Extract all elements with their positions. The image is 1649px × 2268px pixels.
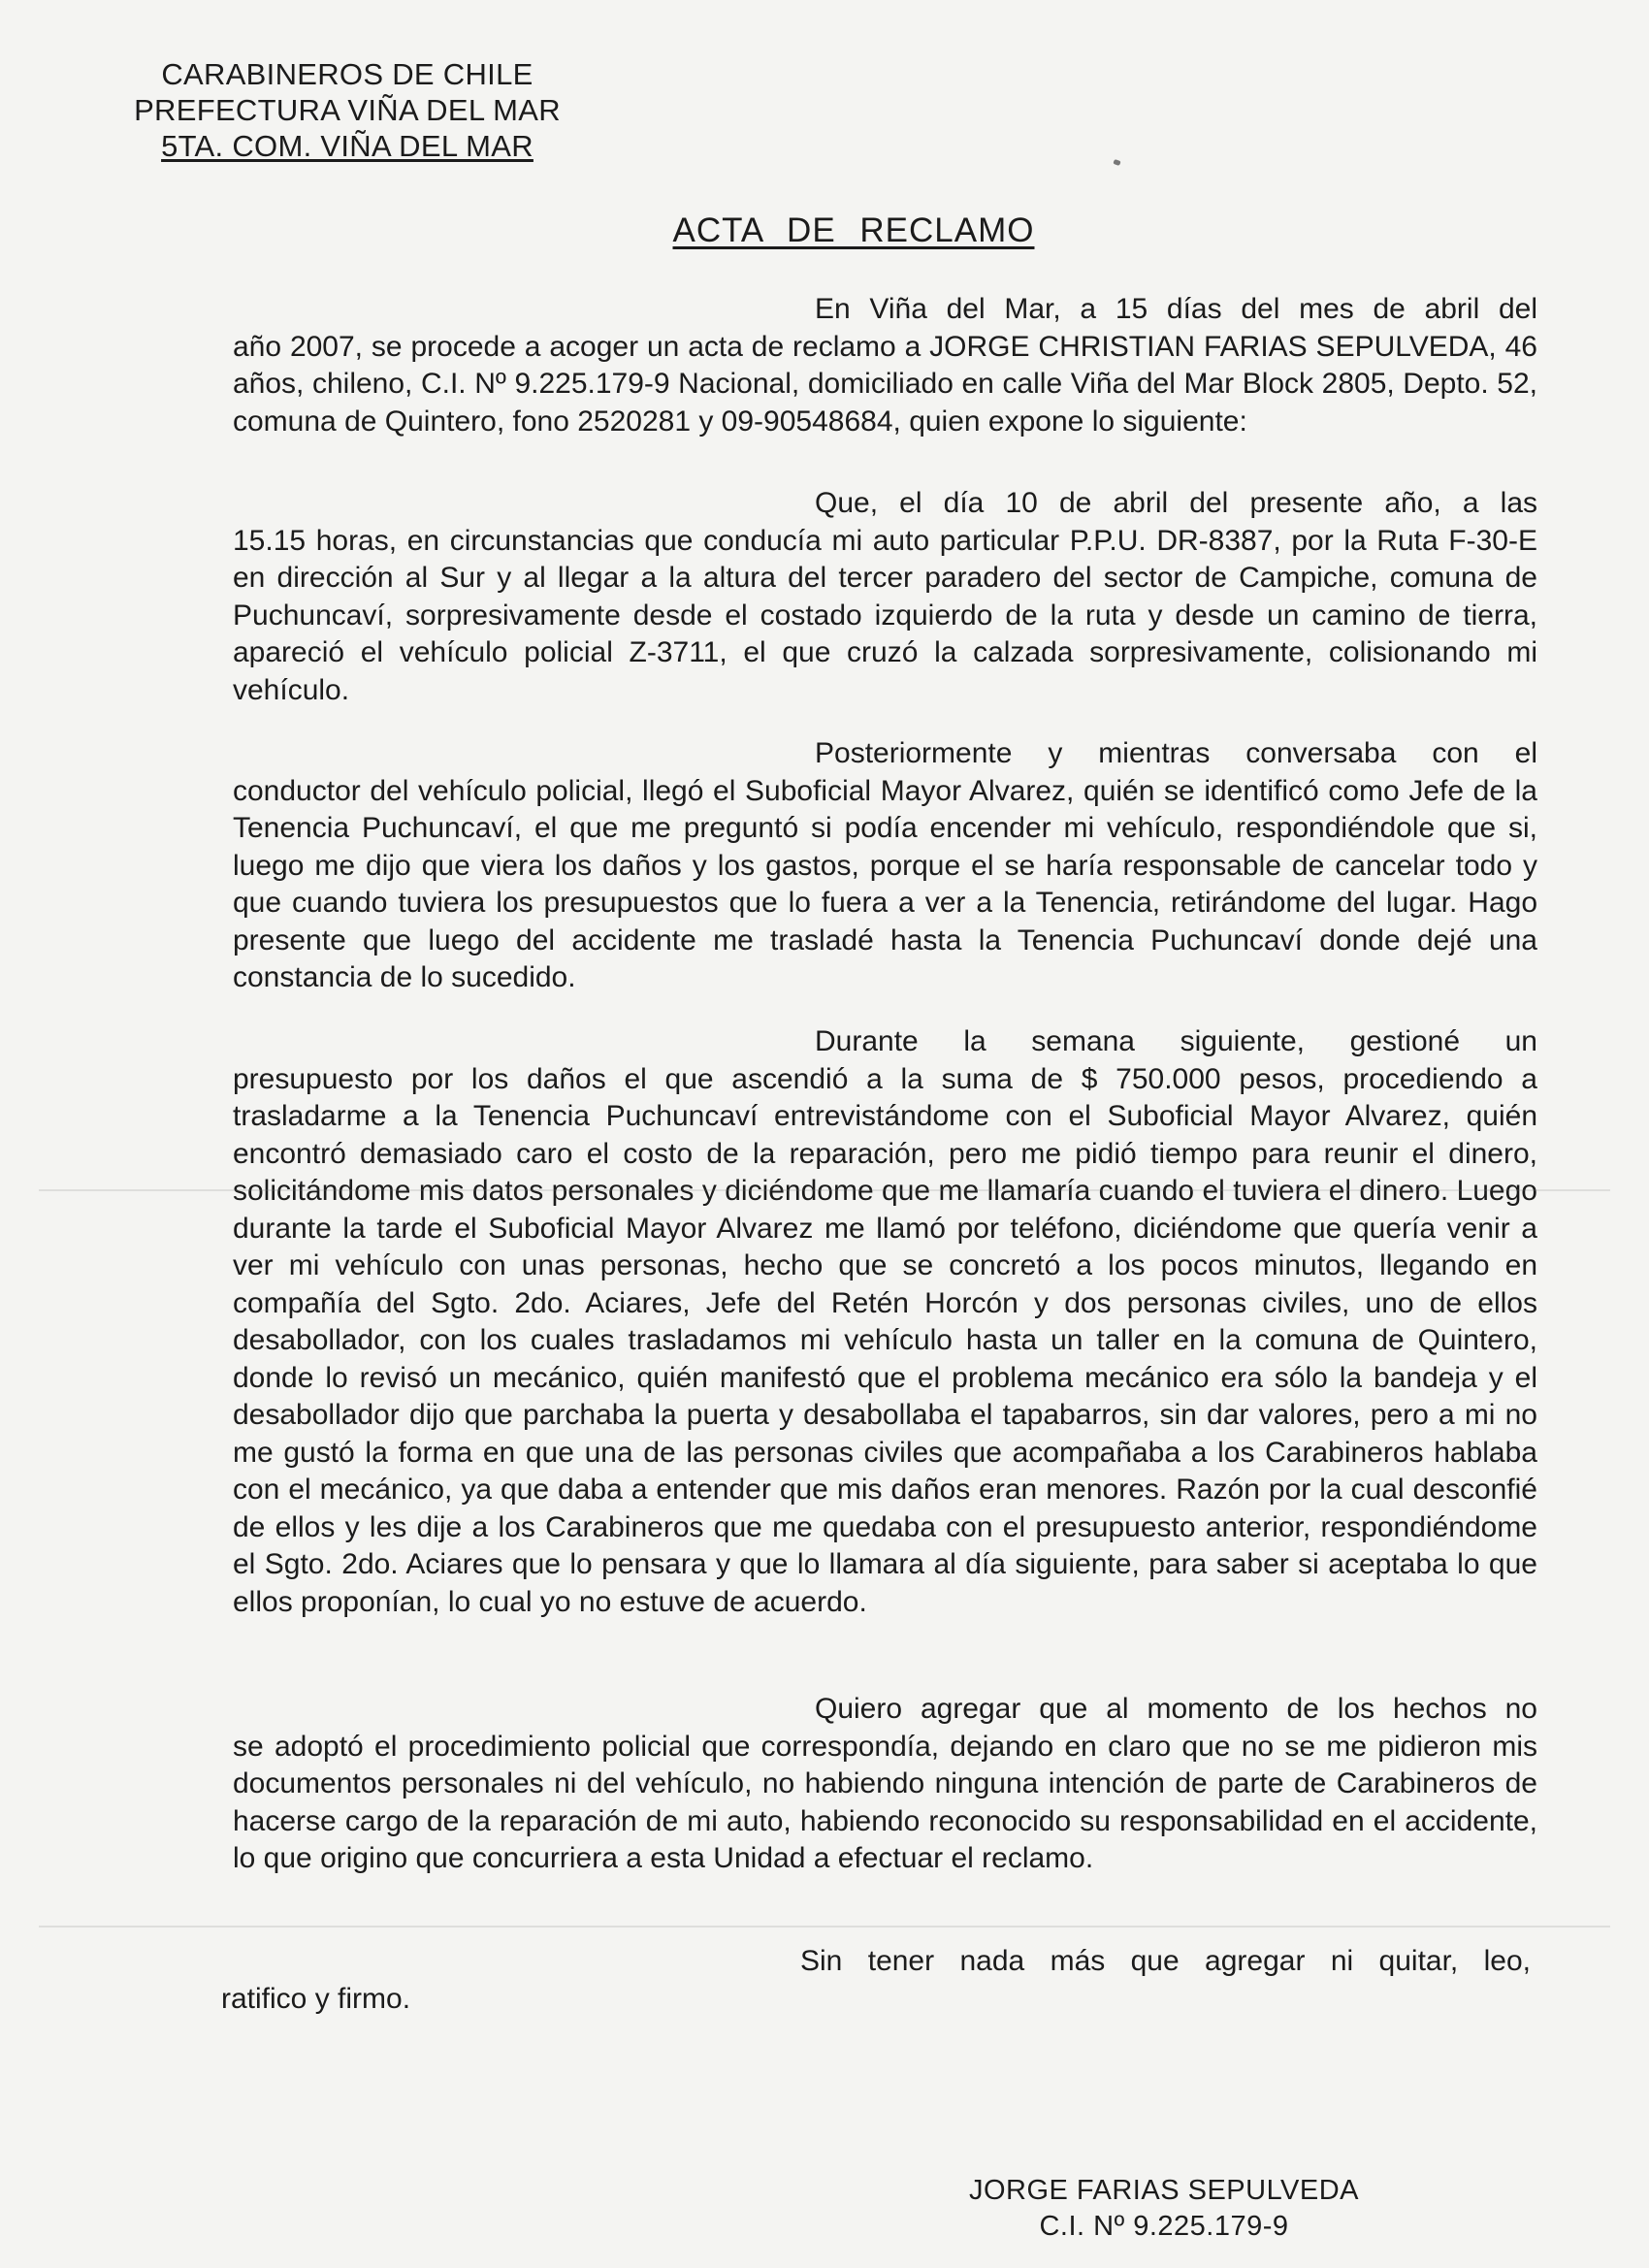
- paragraph-first-line: Que, el día 10 de abril del presente año, a las: [815, 487, 1537, 519]
- signer-name: JORGE FARIAS SEPULVEDA: [968, 2175, 1360, 2206]
- signer-id: C.I. Nº 9.225.179-9: [1039, 2211, 1289, 2242]
- paragraph-incident: [233, 485, 1537, 709]
- paragraph-first-line: En Viña del Mar, a 15 días del mes de abril del: [815, 293, 1537, 325]
- paragraph-first-line: Durante la semana siguiente, gestioné un: [815, 1025, 1537, 1057]
- institution-header: [114, 56, 580, 164]
- header-line-2: PREFECTURA VIÑA DEL MAR: [134, 93, 561, 127]
- paragraph-aftermath: [233, 735, 1537, 997]
- document-title: ACTA DE RECLAMO: [672, 211, 1035, 249]
- header-line-1: CARABINEROS DE CHILE: [161, 57, 534, 91]
- paragraph-body: presupuesto por los daños el que ascendió a la suma de $ 750.000 pesos, procediendo a trasladarme a la Tenencia Puchuncaví entrevistándome con el Suboficial Mayor Alvarez, quién encontró demasiado caro el costo de la reparación, pero me pidió tiempo para reunir el dinero, solicitándome mis datos personales y diciéndome que me llamaría cuando el tuviera el dinero. Luego durante la tarde el Suboficial Mayor Alvarez me llamó por teléfono, diciéndome que quería venir a ver mi vehículo con unas personas, hecho que se concretó a los pocos minutos, llegando en compañía del Sgto. 2do. Aciares, Jefe del Retén Horcón y dos personas civiles, uno de ellos desabollador, con los cuales trasladamos mi vehículo hasta un taller en la comuna de Quintero, donde lo revisó un mecánico, quién manifestó que el problema mecánico era sólo la bandeja y el desabollador dijo que parchaba la puerta y desabollaba el tapabarros, sin dar valores, pero a mi no me gustó la forma en que una de las personas civiles que acompañaba a los Carabineros hablaba con el mecánico, ya que daba a entender que mis daños eran menores. Razón por la cual desconfié de ellos y les dije a los Carabineros que me quedaba con el presupuesto anterior, respondiéndome el Sgto. 2do. Aciares que lo pensara y que lo llamara al día siguiente, para saber si aceptaba lo que ellos proponían, lo cual yo no estuve de acuerdo.: [233, 1062, 1537, 1618]
- paragraph-body: 15.15 horas, en circunstancias que conducía mi auto particular P.P.U. DR-8387, por la Ruta F-30-E en dirección al Sur y al llegar a la altura del tercer paradero del sector de Campiche, comuna de Puchuncaví, sorpresivamente desde el costado izquierdo de la ruta y desde un camino de tierra, apareció el vehículo policial Z-3711, el que cruzó la calzada sorpresivamente, colisionando mi vehículo.: [233, 524, 1537, 706]
- paragraph-closing: [221, 1943, 1531, 2018]
- signature-block: [892, 2173, 1436, 2245]
- paragraph-first-line: Quiero agregar que al momento de los hechos no: [815, 1693, 1537, 1725]
- paper-fold-line: [39, 1926, 1610, 1928]
- paragraph-following-week: [233, 1023, 1537, 1621]
- paragraph-first-line: Posteriormente y mientras conversaba con el: [815, 737, 1537, 769]
- header-line-3: 5TA. COM. VIÑA DEL MAR: [161, 129, 534, 163]
- paragraph-body: año 2007, se procede a acoger un acta de reclamo a JORGE CHRISTIAN FARIAS SEPULVEDA, 46 años, chileno, C.I. Nº 9.225.179-9 Nacional, domiciliado en calle Viña del Mar Block 2805, Depto. 52, comuna de Quintero, fono 2520281 y 09-90548684, quien expone lo siguiente:: [233, 330, 1537, 437]
- paragraph-intro: [233, 291, 1537, 440]
- paragraph-body: ratifico y firmo.: [221, 1982, 411, 2015]
- paper-fold-line: [39, 1189, 1610, 1191]
- ink-speck: [1113, 159, 1120, 166]
- paragraph-body: conductor del vehículo policial, llegó el Suboficial Mayor Alvarez, quién se identificó como Jefe de la Tenencia Puchuncaví, el que me preguntó si podía encender mi vehículo, respondiéndole que si, luego me dijo que viera los daños y los gastos, porque el se haría responsable de cancelar todo y que cuando tuviera los presupuestos que lo fuera a ver a la Tenencia, retirándome del lugar. Hago presente que luego del accidente me trasladé hasta la Tenencia Puchuncaví donde dejé una constancia de lo sucedido.: [233, 774, 1537, 993]
- paragraph-body: se adoptó el procedimiento policial que correspondía, dejando en claro que no se me pidieron mis documentos personales ni del vehículo, no habiendo ninguna intención de parte de Carabineros de hacerse cargo de la reparación de mi auto, habiendo reconocido su responsabilidad en el accidente, lo que origino que concurriera a esta Unidad a efectuar el reclamo.: [233, 1730, 1537, 1874]
- paragraph-addendum: [233, 1691, 1537, 1878]
- paragraph-first-line: Sin tener nada más que agregar ni quitar, leo,: [800, 1945, 1531, 1977]
